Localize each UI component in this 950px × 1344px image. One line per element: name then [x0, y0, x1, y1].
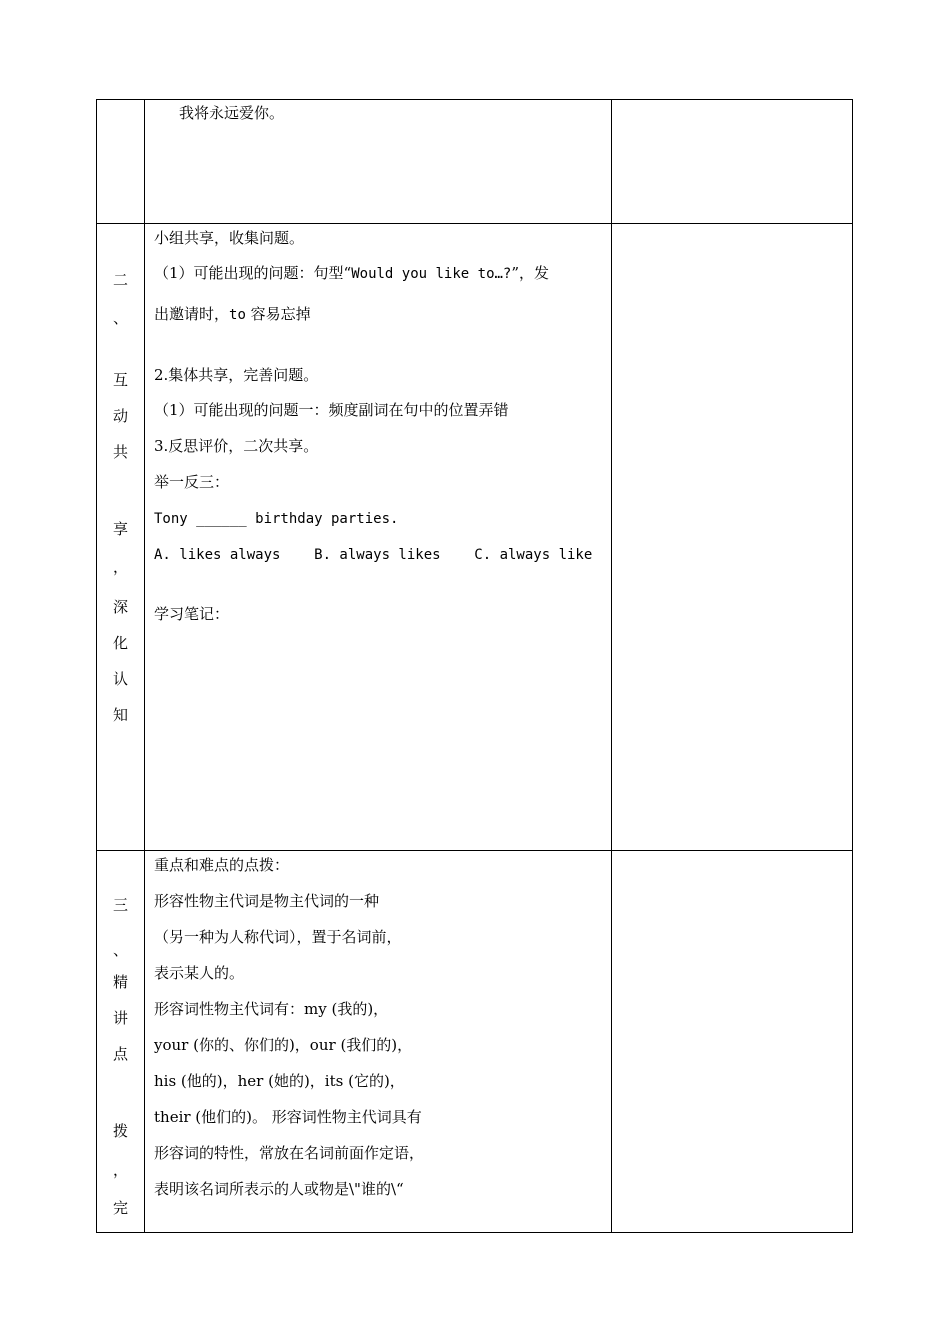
row1-text: 我将永远爱你。: [179, 104, 285, 122]
row2-side-char: 互: [112, 371, 128, 389]
row2-line-10: 学习笔记：: [154, 605, 230, 623]
row3-content-cell: [145, 851, 612, 1233]
row3-side-char: 精: [112, 973, 128, 991]
row2-side-char: ，: [112, 558, 128, 576]
table-row-1: [97, 100, 853, 224]
row2-content-cell: [145, 224, 612, 851]
row3-side-char: 完: [112, 1199, 128, 1217]
row2-line-6: 3.反思评价，二次共享。: [154, 437, 319, 455]
row2-line-8: Tony ______ birthday parties.: [154, 511, 399, 527]
row2-side-cell: [97, 224, 145, 851]
row2-side-char: 二: [112, 271, 128, 289]
row2-line-7: 举一反三：: [154, 473, 230, 491]
row3-side-char: 、: [112, 941, 128, 959]
row2-line-9: A. likes always B. always likes C. always like: [154, 547, 593, 563]
row3-line-7: his (他的)，her (她的)，its (它的)，: [154, 1072, 405, 1090]
row3-line-10: 表明该名词所表示的人或物是\"谁的\“: [154, 1180, 404, 1198]
row2-side-char: 共: [112, 443, 128, 461]
row2-line-3a: 出邀请时，: [154, 305, 230, 323]
row2-side-char: 知: [112, 706, 128, 724]
row3-line-4: 表示某人的。: [154, 964, 245, 982]
row1-side-cell: [97, 100, 145, 224]
row2-side-char: 化: [112, 634, 128, 652]
row3-line-2: 形容性物主代词是物主代词的一种: [154, 892, 380, 910]
row3-line-8: their (他们的)。 形容词性物主代词具有: [154, 1108, 422, 1126]
row3-line-9: 形容词的特性，常放在名词前面作定语，: [154, 1144, 425, 1162]
row1-content-cell: [145, 100, 612, 224]
row2-side-char: 认: [112, 670, 128, 688]
row2-side-char: 享: [112, 520, 128, 538]
row3-side-char: 点: [112, 1045, 128, 1063]
row2-side-char: 深: [112, 598, 128, 616]
row2-line-5: （1）可能出现的问题一：频度副词在句中的位置弄错: [154, 401, 509, 419]
row3-line-5: 形容词性物主代词有：my (我的)，: [154, 1000, 389, 1018]
row2-side-char: 、: [112, 309, 128, 327]
row1-notes-cell: [612, 100, 853, 224]
table-row-2: [97, 224, 853, 851]
row2-line-2b: Would you like to…?: [351, 266, 512, 282]
lesson-table: [96, 99, 853, 1233]
row2-line-2a: （1）可能出现的问题：句型“: [154, 264, 352, 282]
row2-line-3c: 容易忘掉: [245, 305, 311, 323]
row3-side-char: 三: [112, 896, 128, 914]
row3-line-1: 重点和难点的点拨：: [154, 856, 290, 874]
row2-line-4: 2.集体共享，完善问题。: [154, 366, 319, 384]
row3-side-char: ，: [112, 1161, 128, 1179]
table-row-3: [97, 851, 853, 1233]
row2-line-1: 小组共享，收集问题。: [154, 229, 305, 247]
row2-line-2c: ”，发: [511, 264, 550, 282]
row3-line-6: your (你的、你们的)，our (我们的)，: [154, 1036, 413, 1054]
row3-line-3: （另一种为人称代词），置于名词前，: [154, 928, 402, 946]
row2-notes-cell: [612, 224, 853, 851]
row2-side-char: 动: [112, 407, 128, 425]
row2-line-3b: to: [229, 307, 246, 323]
row3-side-char: 拨: [112, 1122, 128, 1140]
row3-notes-cell: [612, 851, 853, 1233]
row3-side-char: 讲: [112, 1009, 128, 1027]
row2-line-2: [154, 264, 549, 283]
row2-line-3: [154, 305, 311, 324]
row3-side-cell: [97, 851, 145, 1233]
